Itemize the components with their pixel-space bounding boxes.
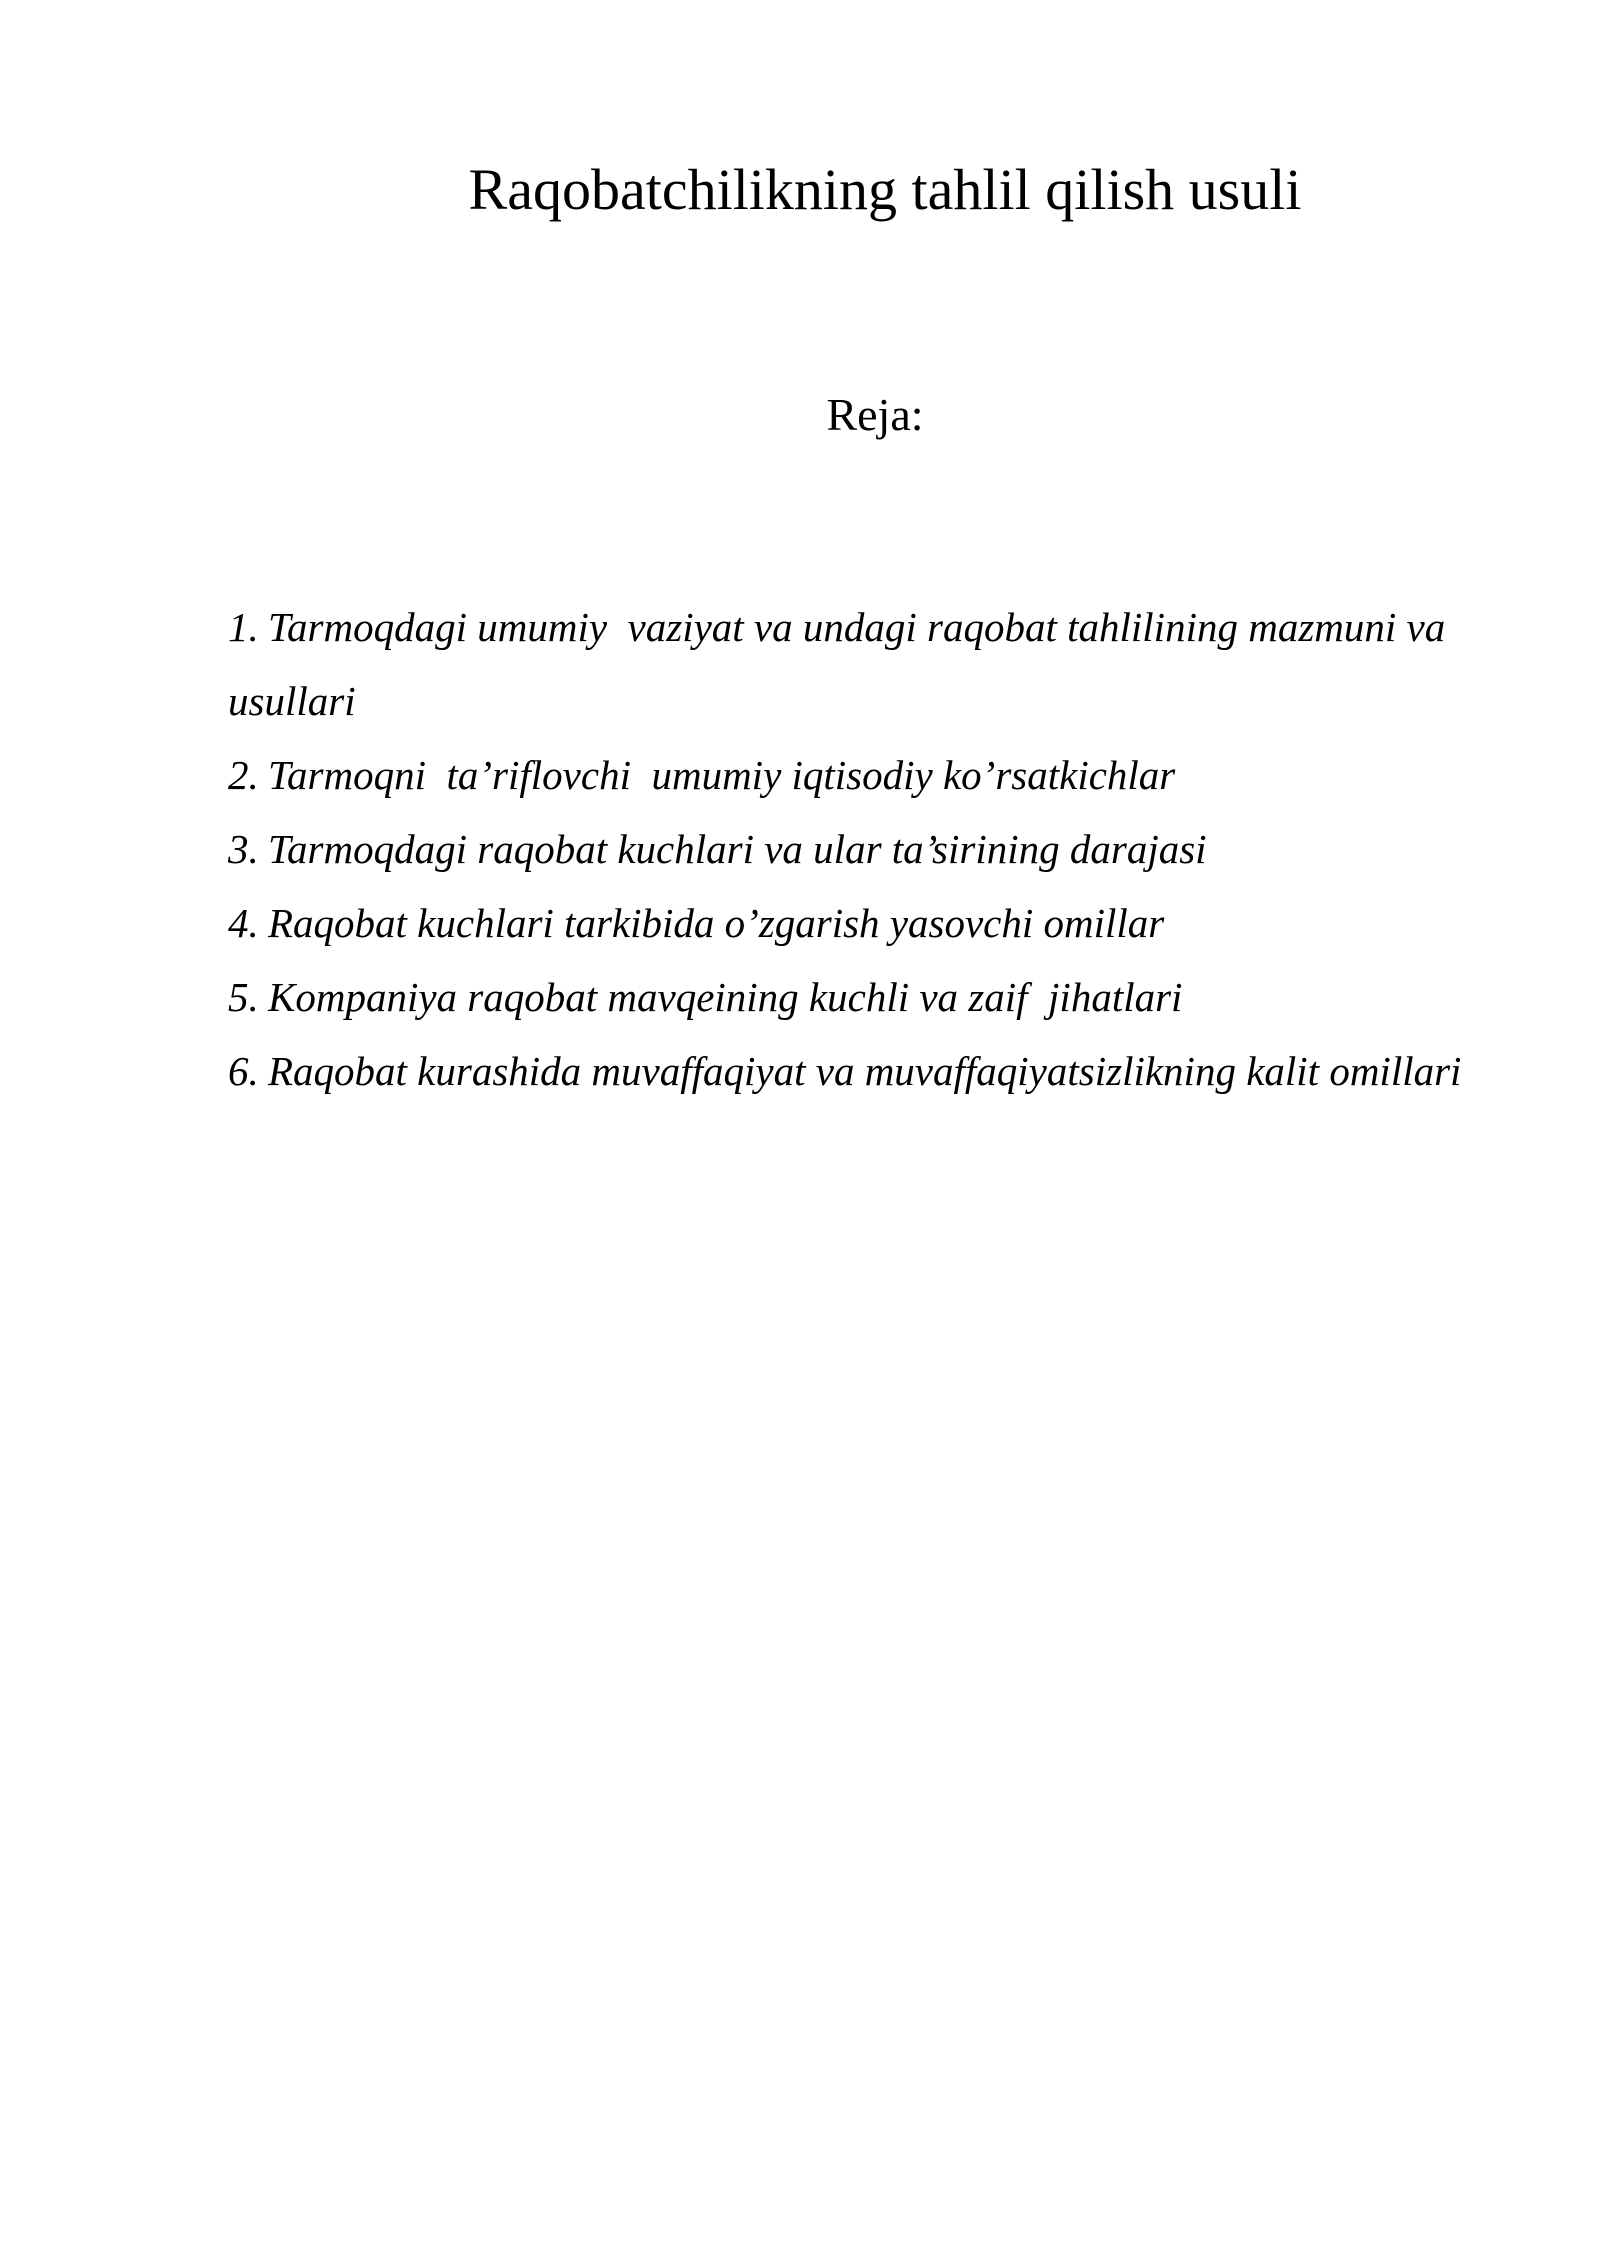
document-title: Raqobatchilikning tahlil qilish usuli xyxy=(468,157,1302,222)
plan-item xyxy=(228,886,1488,960)
plan-item-text: Tarmoqdagi raqobat kuchlari va ular ta’sirining darajasi xyxy=(268,826,1207,872)
plan-item-number: 5. xyxy=(228,974,259,1020)
plan-item-number: 2. xyxy=(228,752,259,798)
plan-item-text: Raqobat kurashida muvaffaqiyat va muvaffaqiyatsizlikning kalit omillari xyxy=(268,1048,1462,1094)
plan-item xyxy=(228,590,1488,738)
plan-item-number: 6. xyxy=(228,1048,259,1094)
plan-item xyxy=(228,960,1488,1034)
plan-item-text: Tarmoqdagi umumiy vaziyat va undagi raqobat tahlilining mazmuni va usullari xyxy=(228,604,1456,724)
plan-item-number: 1. xyxy=(228,604,259,650)
plan-list xyxy=(228,590,1488,1108)
plan-item-number: 3. xyxy=(228,826,259,872)
plan-item xyxy=(228,1034,1488,1108)
plan-heading: Reja: xyxy=(826,389,924,440)
plan-item-text: Kompaniya raqobat mavqeining kuchli va zaif jihatlari xyxy=(268,974,1183,1020)
plan-item xyxy=(228,738,1488,812)
plan-item-text: Raqobat kuchlari tarkibida o’zgarish yasovchi omillar xyxy=(268,900,1165,946)
plan-item xyxy=(228,812,1488,886)
plan-item-number: 4. xyxy=(228,900,259,946)
plan-item-text: Tarmoqni ta’riflovchi umumiy iqtisodiy ko’rsatkichlar xyxy=(268,752,1176,798)
